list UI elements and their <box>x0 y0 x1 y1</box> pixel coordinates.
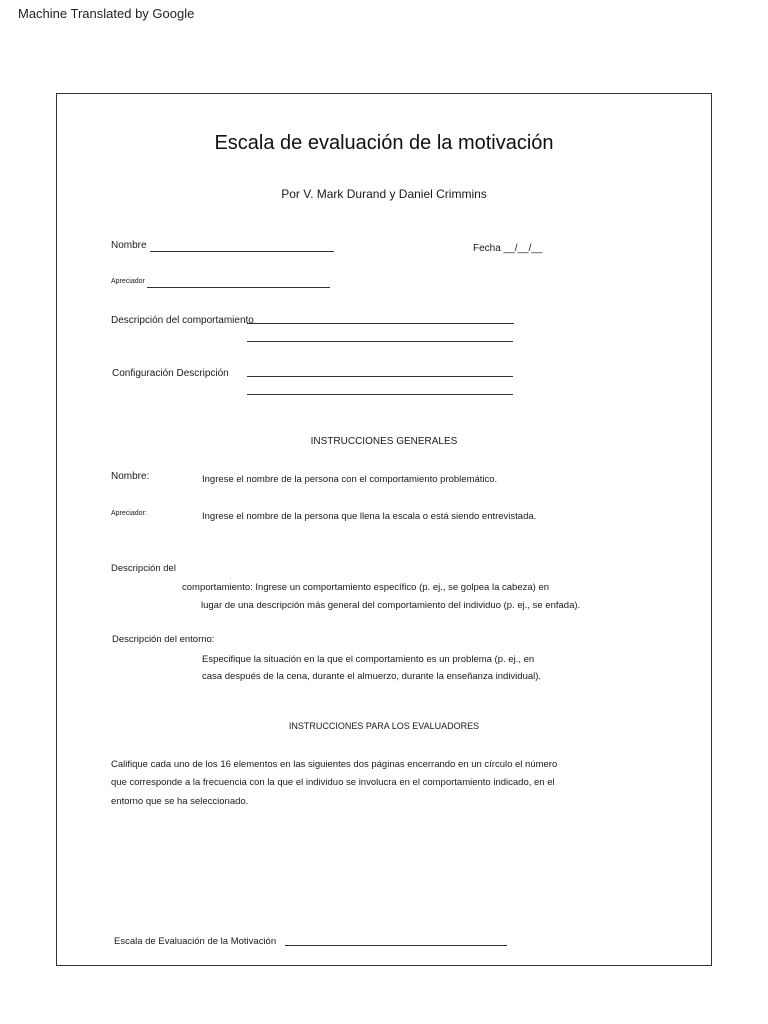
rater-instruction: Ingrese el nombre de la persona que llena la escala o está siendo entrevistada. <box>202 511 537 522</box>
general-instructions-heading: INSTRUCCIONES GENERALES <box>310 436 458 447</box>
rater-term: Apreciador: <box>111 510 147 517</box>
behavior-instruction-line-2: lugar de una descripción más general del comportamiento del individuo (p. ej., se enfada). <box>201 600 581 611</box>
name-label: Nombre <box>111 240 147 251</box>
rater-label: Apreciador <box>111 278 145 285</box>
page-frame <box>56 93 712 966</box>
behavior-field-line-1[interactable] <box>247 323 514 324</box>
rater-instructions-line-3: entorno que se ha seleccionado. <box>111 796 249 807</box>
environment-instruction-line-2: casa después de la cena, durante el almuerzo, durante la enseñanza individual). <box>202 671 542 682</box>
form-title: Escala de evaluación de la motivación <box>214 132 554 154</box>
behavior-instruction-line-1: comportamiento: Ingrese un comportamiento específico (p. ej., se golpea la cabeza) en <box>182 582 550 593</box>
rater-instructions-heading: INSTRUCCIONES PARA LOS EVALUADORES <box>288 721 480 731</box>
name-instruction: Ingrese el nombre de la persona con el comportamiento problemático. <box>202 474 498 485</box>
environment-term: Descripción del entorno: <box>112 634 215 645</box>
name-term: Nombre: <box>111 471 150 482</box>
rater-instructions-line-2: que corresponde a la frecuencia con la que el individuo se involucra en el comportamiento indicado, en el <box>111 777 555 788</box>
date-label: Fecha __/__/__ <box>473 243 543 254</box>
setting-label: Configuración Descripción <box>112 368 229 379</box>
rater-field[interactable] <box>147 287 330 288</box>
behavior-field-line-2[interactable] <box>247 341 513 342</box>
footer-field[interactable] <box>285 945 507 946</box>
environment-instruction-line-1: Especifique la situación en la que el comportamiento es un problema (p. ej., en <box>202 654 535 665</box>
rater-instructions-line-1: Califique cada uno de los 16 elementos en las siguientes dos páginas encerrando en un círculo el número <box>111 759 558 770</box>
form-author: Por V. Mark Durand y Daniel Crimmins <box>281 187 487 201</box>
setting-field-line-2[interactable] <box>247 394 513 395</box>
setting-field-line-1[interactable] <box>247 376 513 377</box>
machine-translation-note: Machine Translated by Google <box>18 6 195 21</box>
behavior-label: Descripción del comportamiento <box>111 315 254 326</box>
behavior-term: Descripción del <box>111 563 176 574</box>
name-field[interactable] <box>150 251 334 252</box>
footer-label: Escala de Evaluación de la Motivación <box>114 936 277 947</box>
